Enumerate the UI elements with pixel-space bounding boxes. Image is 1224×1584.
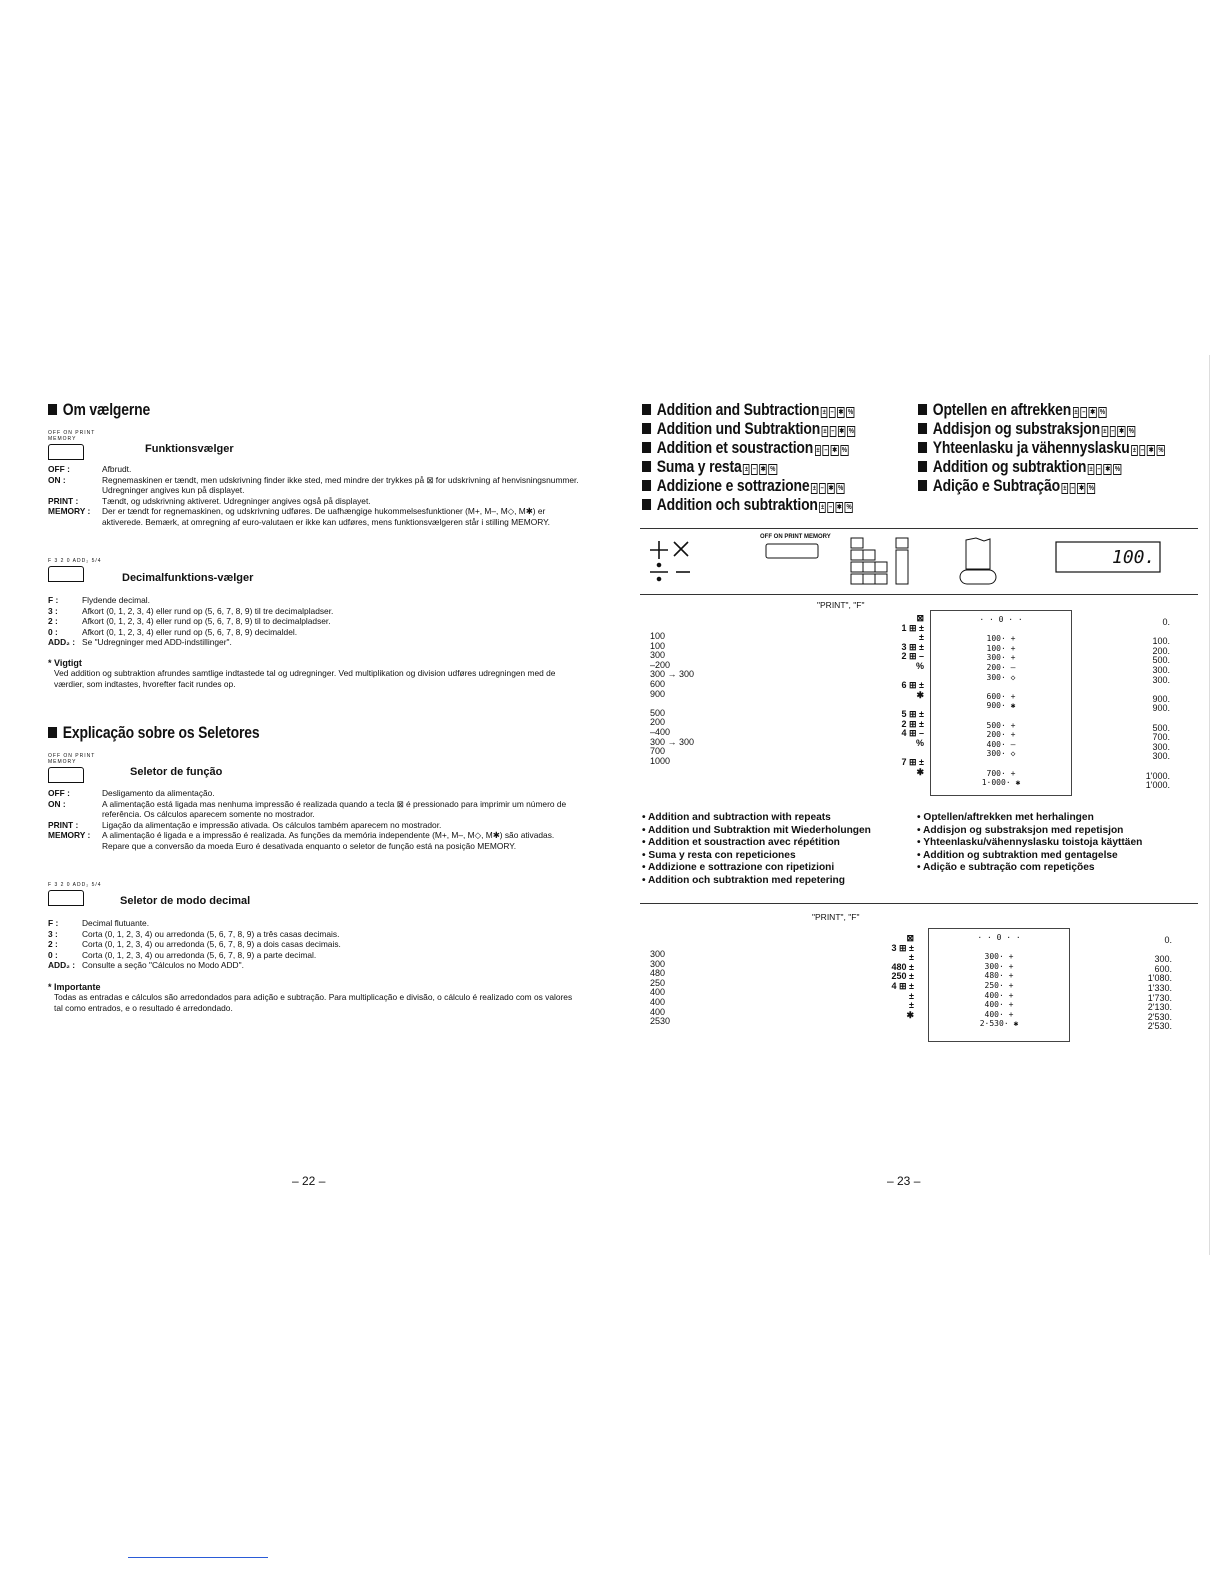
item-key: MEMORY : — [48, 506, 91, 516]
example1-input-line: 900 — [650, 688, 666, 699]
divider — [640, 528, 1198, 529]
plus-key-icon: ± — [1074, 409, 1078, 416]
example1-display-line: 300. — [1152, 741, 1170, 752]
heading: Addition und Subtraktion ± – ✱ % — [642, 419, 855, 438]
repeats-item: • Addition and subtraction with repeats — [642, 812, 831, 823]
example1-tape-line: 200· + — [986, 730, 1016, 740]
bullet-square-icon — [642, 423, 651, 434]
decimal-selector-title: Decimalfunktions-vælger — [122, 572, 254, 584]
item-value: A alimentação está ligada mas nenhuma impressão é realizada quando a tecla ⊠ é pressionado para imprimir um número de referência. Os cálculos aparecem somente no mostrador. — [102, 798, 567, 819]
item-value: Tændt, og udskrivning aktiveret. Udregninger angives også på displayet. — [102, 495, 371, 506]
example1-tape-line: 700· + — [986, 768, 1016, 778]
example1-tape-line: 100· + — [986, 634, 1016, 644]
switch-positions-label: F 3 2 0 ADD₂ 5/4 — [48, 558, 102, 564]
example1-tape-line: 100· + — [986, 643, 1016, 653]
example2-display-line: 1'730. — [1147, 992, 1172, 1003]
repeats-item: • Addition och subtraktion med repetering — [642, 874, 845, 886]
example2-display-line: 1'080. — [1147, 973, 1172, 984]
bullet-square-icon — [642, 442, 651, 453]
example2-display-line: 2'130. — [1147, 1002, 1172, 1013]
example1-tape-line — [931, 759, 1071, 769]
minus-key-icon: – — [1082, 409, 1086, 416]
example1-display-line: 500. — [1152, 722, 1170, 733]
example2-mode: "PRINT", "F" — [812, 912, 860, 922]
item-key: 2 : — [48, 939, 58, 949]
example2-input-line: 300 — [650, 958, 666, 969]
switch-positions-label: OFF ON PRINT MEMORY — [48, 753, 96, 765]
page-number: – 22 – — [292, 1174, 326, 1188]
function-selector-title: Seletor de função — [130, 766, 223, 778]
heading: Optellen en aftrekken ± – ✱ % — [918, 400, 1165, 419]
note-text: Ved addition og subtraktion afrundes samtlige indtastede tal og udregninger. Ved multiplikation og division udføres udregningen med de værdier, som indtastes, hvorefter facit rundes op. — [54, 668, 556, 689]
minus-key-icon: – — [1140, 447, 1144, 454]
example2-key-line: 3 ⊞ ± — [891, 942, 914, 953]
heading: Addition and Subtraction ± – ✱ % — [642, 400, 855, 419]
heading: Suma y resta ± – ✱ % — [642, 457, 855, 476]
total-key-icon: ✱ — [828, 485, 834, 492]
example1-input-line: –200 — [650, 659, 671, 670]
example1-key-line: ✱ — [916, 766, 924, 777]
item-value: Desligamento da alimentação. — [102, 788, 215, 798]
example1-input-line: 600 — [650, 678, 666, 689]
example2-display-line: 600. — [1154, 963, 1172, 974]
decimal-selector-title: Seletor de modo decimal — [120, 895, 251, 907]
total-key-icon: ✱ — [839, 428, 844, 435]
bullet-square-icon — [918, 461, 927, 472]
item-key: 0 : — [48, 626, 58, 637]
subtotal-key-icon: % — [848, 428, 854, 435]
minus-key-icon: – — [820, 485, 824, 492]
total-key-icon: ✱ — [836, 504, 842, 511]
item-key: OFF : — [48, 788, 70, 798]
bullet-square-icon — [48, 404, 57, 415]
bullet-square-icon — [918, 404, 927, 415]
example1-display-column — [1104, 618, 1170, 791]
bullet-square-icon — [642, 461, 651, 472]
example2-display-line: 1'330. — [1147, 982, 1172, 993]
example1-tape-line: 500· + — [986, 720, 1016, 730]
example2-input-line: 400 — [650, 1006, 666, 1017]
example1-tape-line: 300· ◇ — [986, 749, 1016, 759]
example1-key-line: 4 ⊞ – — [901, 728, 924, 739]
example1-key-line: % — [915, 737, 924, 748]
display-value: 100. — [1112, 547, 1156, 568]
calc-switch-label: OFF ON PRINT MEMORY — [760, 534, 831, 540]
bullet-square-icon — [918, 423, 927, 434]
example1-tape — [930, 610, 1072, 796]
function-selector-list — [48, 788, 582, 851]
plus-key-icon: ± — [1132, 447, 1136, 454]
item-key: PRINT : — [48, 495, 79, 506]
footer-link-line — [128, 1557, 268, 1558]
divider — [640, 903, 1198, 904]
subtotal-key-icon: % — [1114, 466, 1120, 473]
example2-display-column — [1106, 936, 1172, 1032]
item-key: 3 : — [48, 605, 58, 616]
example1-keys-column — [884, 614, 924, 777]
example2-display-line: 2'530. — [1147, 1021, 1172, 1032]
decimal-selector-list — [48, 595, 582, 648]
example1-key-line: ± — [919, 632, 924, 643]
plus-key-icon: ± — [744, 466, 748, 473]
heading: Adição e Subtração ± – ✱ % — [918, 476, 1165, 495]
subtotal-key-icon: % — [838, 485, 844, 492]
example1-display-line: 300. — [1152, 664, 1170, 675]
example2-display-line: 0. — [1164, 935, 1172, 945]
example1-tape-line — [931, 625, 1071, 635]
headings-col2 — [918, 400, 1219, 495]
plus-key-icon: ± — [816, 447, 820, 454]
minus-key-icon: – — [831, 428, 835, 435]
bullet-square-icon — [642, 404, 651, 415]
example1-key-line: 1 ⊞ ± — [901, 622, 924, 633]
heading: Addizione e sottrazione ± – ✱ % — [642, 476, 855, 495]
bullet-square-icon — [918, 442, 927, 453]
item-key: ON : — [48, 474, 66, 485]
example1-display-line: 500. — [1152, 655, 1170, 666]
repeats-item: • Yhteenlasku/vähennyslasku toistoja käyttäen — [917, 837, 1143, 849]
item-key: 3 : — [48, 928, 58, 939]
example2-key-line: ✱ — [906, 1009, 914, 1020]
subtotal-key-icon: % — [770, 466, 776, 473]
item-key: ADD₂ : — [48, 960, 75, 970]
minus-key-icon: – — [830, 409, 834, 416]
example2-tape-line: 400· + — [984, 990, 1014, 1000]
example1-key-line: 2 ⊞ ± — [901, 718, 924, 729]
example1-display-line: 200. — [1152, 645, 1170, 656]
plus-key-icon: ± — [822, 409, 826, 416]
plus-key-icon: ± — [823, 428, 827, 435]
example2-key-line: ⊠ — [906, 933, 914, 943]
minus-key-icon: – — [1111, 428, 1115, 435]
example2-tape-line: 250· + — [984, 980, 1014, 990]
example1-key-line: 2 ⊞ – — [901, 651, 924, 662]
repeats-col2 — [917, 812, 1142, 875]
example1-tape-line: 300· ◇ — [986, 672, 1016, 682]
note-title: * Importante — [48, 982, 101, 992]
section2-title: Explicação sobre os Seletores — [48, 723, 259, 743]
total-key-icon: ✱ — [1119, 428, 1124, 435]
item-key: 2 : — [48, 616, 58, 626]
minus-key-icon: – — [1071, 485, 1075, 492]
switch-slider-icon — [48, 444, 84, 460]
example2-tape-line: 400· + — [984, 1009, 1014, 1019]
minus-key-icon: – — [752, 466, 756, 473]
item-key: ADD₂ : — [48, 637, 75, 647]
example1-key-line: % — [915, 660, 924, 671]
heading: Addition och subtraktion ± – ✱ % — [642, 495, 855, 514]
repeats-item: • Addisjon og substraksjon med repetisjon — [917, 824, 1124, 836]
example2-key-line: 250 ± — [891, 971, 914, 982]
item-value: Decimal flutuante. — [82, 918, 150, 928]
subtotal-key-icon: % — [846, 504, 852, 511]
example1-tape-line: 900· ✱ — [986, 701, 1016, 711]
repeats-item: • Addition et soustraction avec répétition — [642, 837, 840, 849]
switch-slider-icon — [48, 566, 84, 582]
subtotal-key-icon: % — [1128, 428, 1134, 435]
example2-input-line: 250 — [650, 977, 666, 988]
right-page — [612, 0, 1224, 1584]
plus-key-icon: ± — [1063, 485, 1067, 492]
example1-display-line: 900. — [1152, 703, 1170, 714]
item-key: ON : — [48, 798, 66, 809]
note-title: * Vigtigt — [48, 658, 82, 668]
example2-tape-line — [929, 943, 1069, 953]
example2-tape-line: 300· + — [984, 952, 1014, 962]
subtotal-key-icon: % — [1088, 485, 1094, 492]
example2-tape-line: 480· + — [984, 971, 1014, 981]
item-value: Afkort (0, 1, 2, 3, 4) eller rund op (5, 6, 7, 8, 9) til to decimalpladser. — [82, 616, 331, 626]
example1-input-line: –400 — [650, 726, 671, 737]
item-value: Flydende decimal. — [82, 595, 150, 605]
repeats-col1 — [642, 812, 871, 888]
calculator-illustration — [646, 534, 1166, 590]
function-switch-diagram — [48, 430, 118, 460]
total-key-icon: ✱ — [1105, 466, 1110, 473]
example2-key-line: ± — [909, 990, 914, 1001]
headings-col1 — [642, 400, 902, 514]
example1-input-line: 700 — [650, 746, 666, 757]
item-key: PRINT : — [48, 819, 79, 830]
item-value: Regnemaskinen er tændt, men udskrivning finder ikke sted, med mindre der trykkes på ⊠ for udskrivning af henvisningsnummer. Udregninger angives kun på displayet. — [102, 474, 579, 495]
plus-key-icon: ± — [812, 485, 816, 492]
example1-tape-line: 1·000· ✱ — [981, 778, 1021, 788]
minus-key-icon: – — [824, 447, 828, 454]
item-value: Corta (0, 1, 2, 3, 4) ou arredonda (5, 6, 7, 8, 9) a dois casas decimais. — [82, 939, 341, 949]
example1-input-line: 100 — [650, 631, 666, 641]
bullet-square-icon — [642, 499, 651, 510]
example1-display-line: 900. — [1152, 693, 1170, 704]
heading: Addition og subtraktion ± – ✱ % — [918, 457, 1165, 476]
example1-key-line: ✱ — [916, 689, 924, 700]
example1-tape-line — [931, 682, 1071, 692]
arithmetic-symbols-icon — [650, 541, 690, 581]
switch-positions-label: OFF ON PRINT MEMORY — [48, 430, 96, 442]
item-value: Der er tændt for regnemaskinen, og udskrivning udføres. De uafhængige hukommelsesfunktioner (M+, M–, M◇, M✱) er aktiverede. Bemærk, at omregning af euro-valutaen er ikke kan udføres, mens funktionsvælgeren står i stilling MEMORY. — [102, 506, 550, 527]
example1-key-line: 5 ⊞ ± — [901, 708, 924, 719]
item-key: 0 : — [48, 949, 58, 960]
example1-display-line: 0. — [1162, 617, 1170, 627]
keypad-icon — [766, 538, 908, 584]
example2-display-line: 2'530. — [1147, 1011, 1172, 1022]
example1-input-line: 300 → 300 — [650, 736, 695, 747]
example2-tape-line: 400· + — [984, 1000, 1014, 1010]
item-value: Afkort (0, 1, 2, 3, 4) eller rund op (5, 6, 7, 8, 9) til tre decimalpladser. — [82, 605, 334, 616]
total-key-icon: ✱ — [838, 409, 844, 416]
repeats-item: • Addition og subtraktion med gentagelse — [917, 849, 1118, 861]
heading: Addition et soustraction ± – ✱ % — [642, 438, 855, 457]
item-value: Se "Udregninger med ADD-indstillinger". — [82, 637, 232, 647]
example2-input-line: 400 — [650, 987, 666, 998]
example2-input-line: 400 — [650, 996, 666, 1007]
example1-tape-line: 600· + — [986, 691, 1016, 701]
example2-input-column — [650, 950, 670, 1027]
switch-positions-label: F 3 2 0 ADD₂ 5/4 — [48, 882, 102, 888]
example1-key-line: 3 ⊞ ± — [901, 641, 924, 652]
example1-input-column — [650, 632, 694, 766]
subtotal-key-icon: % — [848, 409, 853, 416]
right-edge-line — [1209, 355, 1210, 1255]
minus-key-icon: – — [1097, 466, 1101, 473]
example2-input-line: 300 — [650, 949, 666, 959]
total-key-icon: ✱ — [1079, 485, 1084, 492]
page-number: – 23 – — [887, 1174, 921, 1188]
example2-tape-line: 300· + — [984, 961, 1014, 971]
item-value: Afkort (0, 1, 2, 3, 4) eller rund op (5, 6, 7, 8, 9) decimaldel. — [82, 626, 298, 637]
example2-display-line: 300. — [1154, 954, 1172, 965]
example2-key-line: ± — [909, 1000, 914, 1011]
example1-key-line: ⊠ — [916, 613, 924, 623]
example1-input-line: 300 — [650, 650, 666, 661]
example2-key-line: 4 ⊞ ± — [891, 980, 914, 991]
decimal-switch-diagram — [48, 558, 128, 582]
total-key-icon: ✱ — [1148, 447, 1154, 454]
function-selector-title: Funktionsvælger — [145, 443, 234, 455]
example1-input-line: 1000 — [650, 755, 671, 766]
example2-tape-line: 2·530· ✱ — [979, 1019, 1019, 1029]
example2-key-line: ± — [909, 952, 914, 963]
plus-key-icon: ± — [821, 504, 825, 511]
example1-tape-line: 400· – — [986, 739, 1016, 749]
bullet-square-icon — [642, 480, 651, 491]
repeats-item: • Optellen/aftrekken met herhalingen — [917, 812, 1094, 823]
subtotal-key-icon: % — [1158, 447, 1164, 454]
example1-key-line: 7 ⊞ ± — [901, 756, 924, 767]
plus-key-icon: ± — [1103, 428, 1107, 435]
example1-display-line: 100. — [1152, 636, 1170, 647]
example2-input-line: 2530 — [650, 1016, 671, 1027]
example1-tape-line: · · 0 · · — [979, 615, 1023, 624]
example1-input-line: 200 — [650, 717, 666, 728]
example1-tape-line — [931, 711, 1071, 721]
decimal-switch-diagram — [48, 882, 128, 906]
divider — [640, 594, 1198, 595]
item-key: F : — [48, 918, 59, 928]
plus-key-icon: ± — [1089, 466, 1093, 473]
item-key: OFF : — [48, 464, 70, 474]
example1-input-line: 500 — [650, 707, 666, 718]
example1-display-line: 1'000. — [1145, 780, 1170, 791]
note-text: Todas as entradas e cálculos são arredondados para adição e subtração. Para multiplicação e divisão, o cálculo é realizado com os valores tal como entrados, e o resultado é arredondado. — [54, 992, 573, 1013]
example1-display-line: 300. — [1152, 751, 1170, 762]
example1-display-line: 700. — [1152, 732, 1170, 743]
example2-keys-column — [874, 934, 914, 1020]
example2-tape — [928, 928, 1070, 1042]
subtotal-key-icon: % — [841, 447, 847, 454]
important-note — [48, 976, 582, 1013]
example2-key-line: 480 ± — [891, 961, 914, 972]
repeats-item: • Addizione e sottrazione con ripetizioni — [642, 862, 835, 874]
example1-input-line: 100 — [650, 640, 666, 651]
example2-tape-line: · · 0 · · — [977, 933, 1021, 942]
item-key: MEMORY : — [48, 830, 91, 840]
section1-title: Om vælgerne — [48, 400, 150, 420]
item-value: Corta (0, 1, 2, 3, 4) ou arredonda (5, 6, 7, 8, 9) a três casas decimais. — [82, 928, 340, 939]
example1-mode: "PRINT", "F" — [817, 600, 865, 610]
heading: Addisjon og substraksjon ± – ✱ % — [918, 419, 1165, 438]
function-switch-diagram — [48, 753, 118, 783]
repeats-item: • Suma y resta con repeticiones — [642, 849, 796, 861]
example1-input-line: 300 → 300 — [650, 669, 695, 680]
item-key: F : — [48, 595, 59, 605]
switch-slider-icon — [48, 890, 84, 906]
total-key-icon: ✱ — [1090, 409, 1095, 416]
switch-slider-icon — [48, 767, 84, 783]
bullet-square-icon — [918, 480, 927, 491]
repeats-item: • Addition und Subtraktion mit Wiederholungen — [642, 824, 871, 836]
item-value: Afbrudt. — [102, 464, 132, 474]
important-note — [48, 652, 582, 689]
bullet-square-icon — [48, 727, 57, 738]
item-value: Ligação da alimentação e impressão ativada. Os cálculos também aparecem no mostrador. — [102, 819, 442, 830]
function-selector-list — [48, 464, 582, 527]
example1-tape-line: 200· – — [986, 662, 1016, 672]
total-key-icon: ✱ — [760, 466, 766, 473]
example2-input-line: 480 — [650, 968, 666, 979]
item-value: Corta (0, 1, 2, 3, 4) ou arredonda (5, 6, 7, 8, 9) a parte decimal. — [82, 949, 317, 960]
example1-key-line: 6 ⊞ ± — [901, 680, 924, 691]
decimal-selector-list — [48, 918, 582, 971]
repeats-item: • Adição e subtração com repetições — [917, 862, 1095, 874]
heading: Yhteenlasku ja vähennyslasku ± – ✱ % — [918, 438, 1165, 457]
example1-display-line: 1'000. — [1145, 770, 1170, 781]
subtotal-key-icon: % — [1099, 409, 1105, 416]
item-value: A alimentação é ligada e a impressão é realizada. As funções da memória independente (M+, M–, M◇, M✱) são ativadas. Repare que a conversão da moeda Euro é desativada enquanto o seletor de função está na posição MEMORY. — [102, 830, 555, 851]
minus-key-icon: – — [828, 504, 833, 511]
item-value: Consulte a seção "Cálculos no Modo ADD". — [82, 960, 244, 970]
printer-paper-icon — [960, 538, 996, 584]
total-key-icon: ✱ — [832, 447, 837, 454]
example1-tape-line: 300· + — [986, 653, 1016, 663]
example1-display-line: 300. — [1152, 674, 1170, 685]
